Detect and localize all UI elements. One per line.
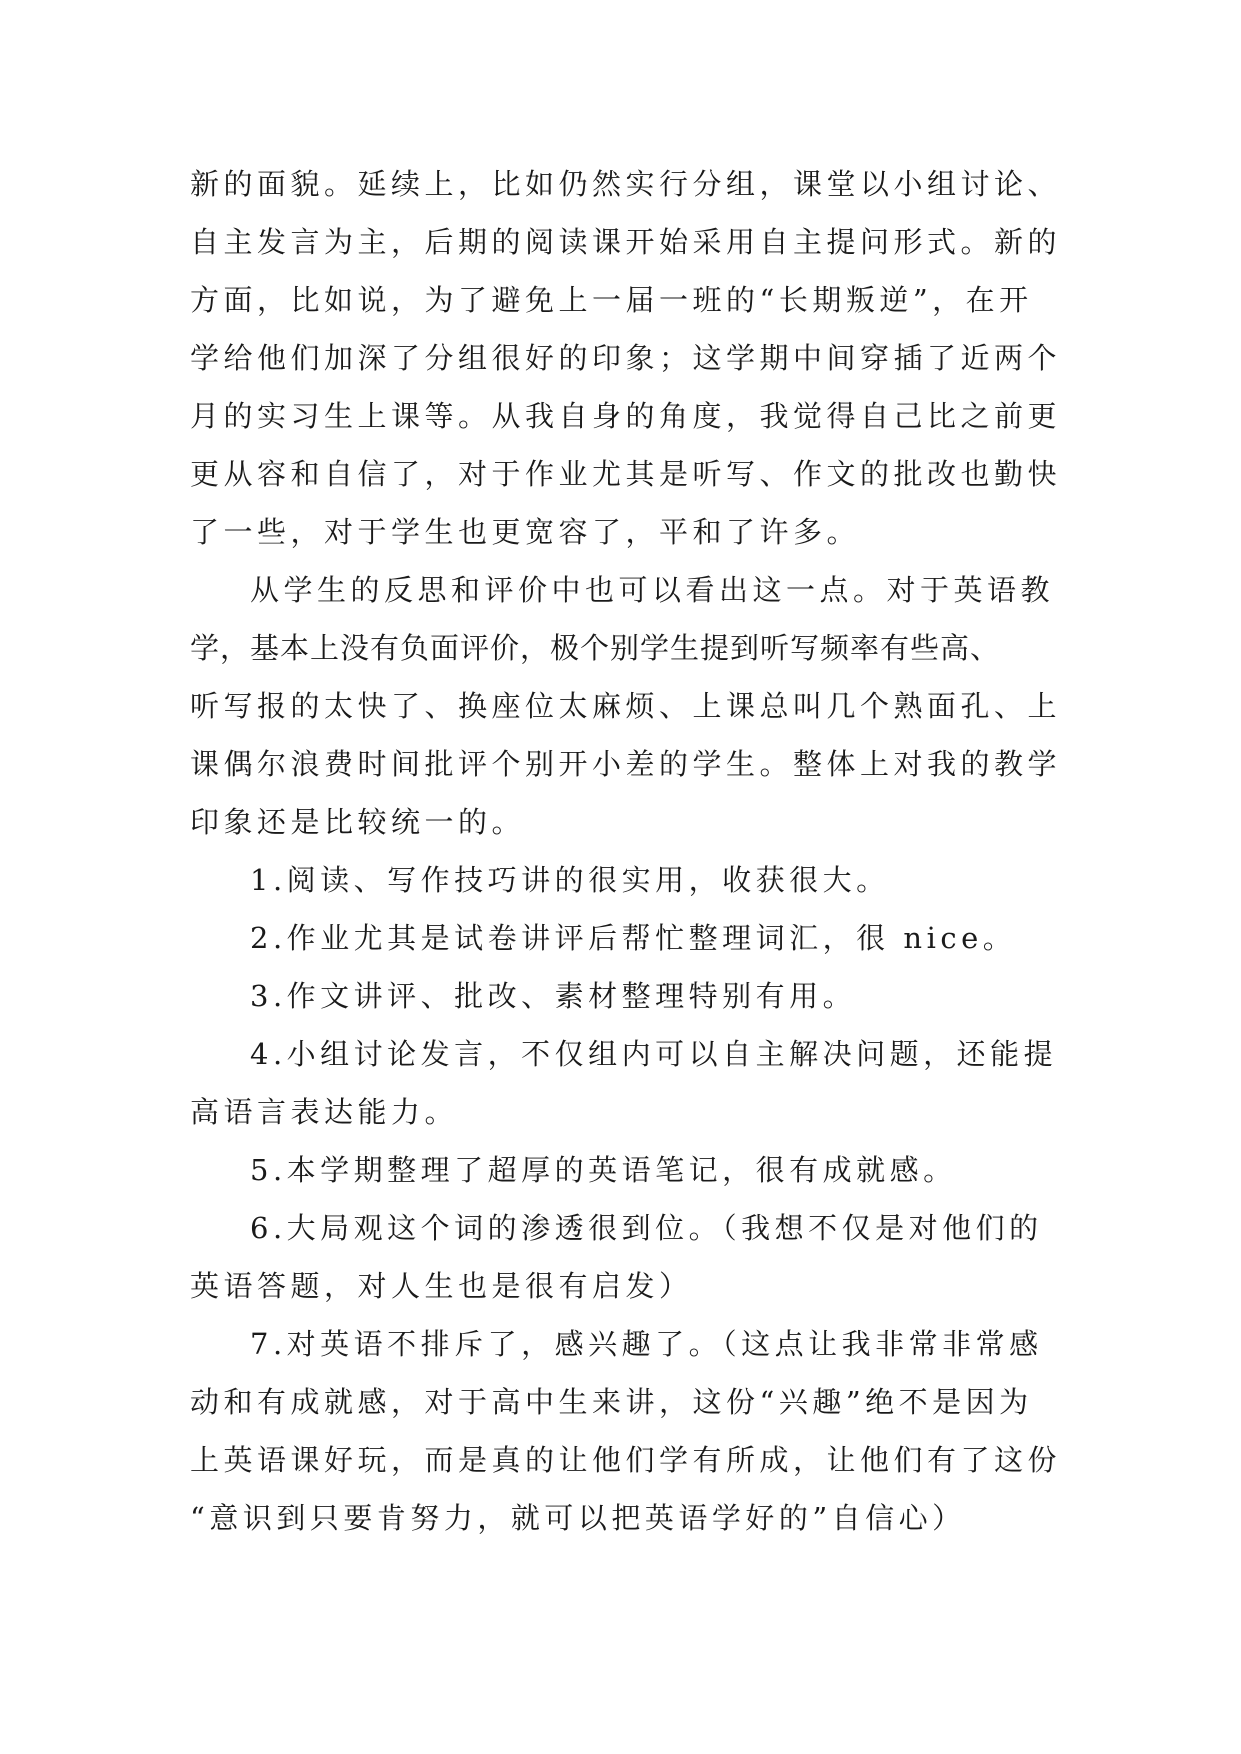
text-line: 学给他们加深了分组很好的印象；这学期中间穿插了近两个 xyxy=(190,341,1062,375)
list-item-text: 动和有成就感，对于高中生来讲，这份“兴趣”绝不是因为 xyxy=(190,1385,1033,1419)
list-item-1 xyxy=(190,851,1070,909)
list-item-6 xyxy=(190,1199,1070,1315)
list-item-5 xyxy=(190,1141,1070,1199)
list-item-7 xyxy=(190,1315,1070,1547)
paragraph-student-feedback xyxy=(190,561,1070,851)
list-item-text: 5.本学期整理了超厚的英语笔记，很有成就感。 xyxy=(250,1153,957,1187)
list-item-text: 7.对英语不排斥了，感兴趣了。（这点让我非常非常感 xyxy=(250,1327,1043,1361)
paragraph-intro-continued xyxy=(190,155,1070,561)
list-item-text: 上英语课好玩，而是真的让他们学有所成，让他们有了这份 xyxy=(190,1443,1062,1477)
list-item-text: 1.阅读、写作技巧讲的很实用，收获很大。 xyxy=(250,863,890,897)
list-item-text: 6.大局观这个词的渗透很到位。（我想不仅是对他们的 xyxy=(250,1211,1043,1245)
text-line: 印象还是比较统一的。 xyxy=(190,805,526,839)
text-line: 月的实习生上课等。从我自身的角度，我觉得自己比之前更 xyxy=(190,399,1062,433)
text-line: 学，基本上没有负面评价，极个别学生提到听写频率有些高、 xyxy=(190,631,1001,665)
text-line: 更从容和自信了，对于作业尤其是听写、作文的批改也勤快 xyxy=(190,457,1062,491)
list-item-text: 英语答题，对人生也是很有启发） xyxy=(190,1269,693,1303)
text-line: 从学生的反思和评价中也可以看出这一点。对于英语教 xyxy=(250,573,1055,607)
document-body xyxy=(190,155,1070,1547)
list-item-text: 高语言表达能力。 xyxy=(190,1095,459,1129)
text-line: 课偶尔浪费时间批评个别开小差的学生。整体上对我的教学 xyxy=(190,747,1062,781)
list-item-2 xyxy=(190,909,1070,967)
list-item-3 xyxy=(190,967,1070,1025)
text-line: 方面，比如说，为了避免上一届一班的“长期叛逆”，在开 xyxy=(190,283,1033,317)
list-item-text: 4.小组讨论发言，不仅组内可以自主解决问题，还能提 xyxy=(250,1037,1058,1071)
text-line: 听写报的太快了、换座位太麻烦、上课总叫几个熟面孔、上 xyxy=(190,689,1062,723)
text-line: 了一些，对于学生也更宽容了，平和了许多。 xyxy=(190,515,861,549)
list-item-4 xyxy=(190,1025,1070,1141)
list-item-text: 3.作文讲评、批改、素材整理特别有用。 xyxy=(250,979,857,1013)
list-item-text: “意识到只要肯努力，就可以把英语学好的”自信心） xyxy=(190,1501,966,1535)
list-item-text: 2.作业尤其是试卷讲评后帮忙整理词汇，很 nice。 xyxy=(250,921,1017,955)
text-line: 自主发言为主，后期的阅读课开始采用自主提问形式。新的 xyxy=(190,225,1062,259)
text-line: 新的面貌。延续上，比如仍然实行分组，课堂以小组讨论、 xyxy=(190,167,1062,201)
